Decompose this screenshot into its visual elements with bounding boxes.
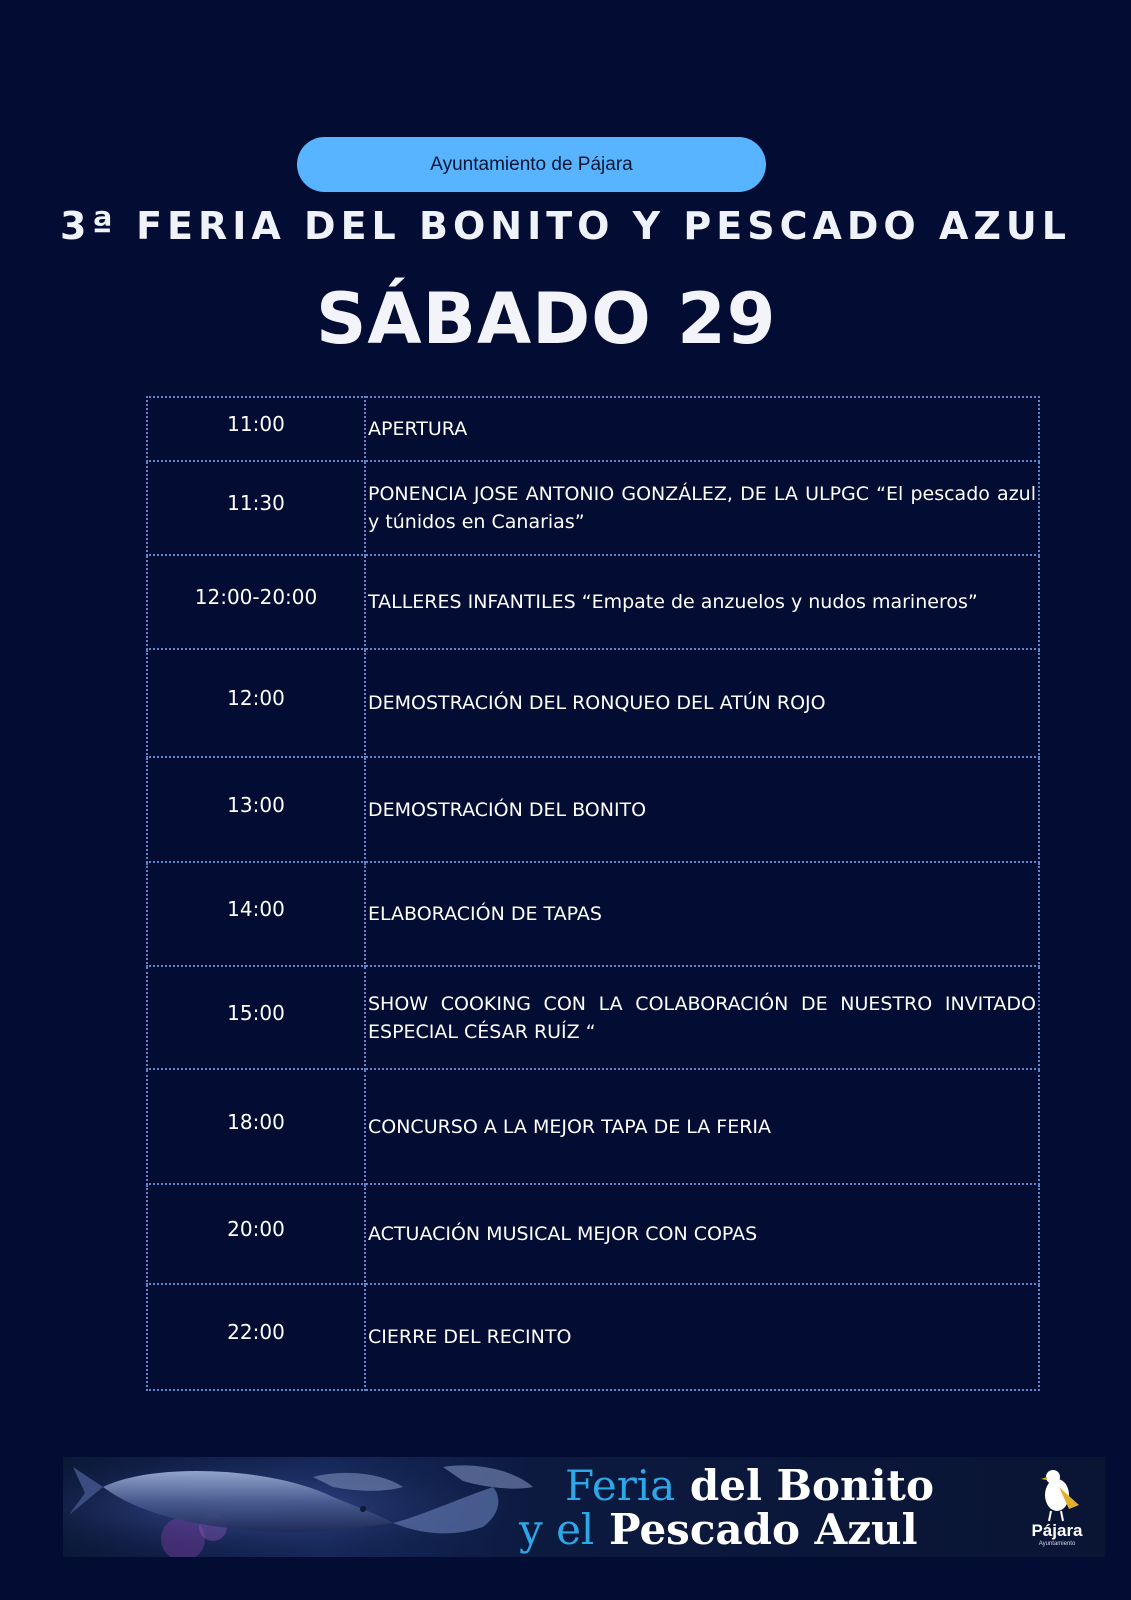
- event-banner: [63, 1457, 1105, 1557]
- table-row: [147, 397, 1039, 461]
- fish-artwork-icon: [63, 1457, 583, 1557]
- banner-accent-1: Feria: [565, 1461, 676, 1510]
- table-row: [147, 757, 1039, 862]
- banner-title-line2: [519, 1507, 918, 1553]
- banner-accent-2: y el: [519, 1505, 595, 1554]
- pajara-logo: [1007, 1465, 1105, 1553]
- table-row: [147, 649, 1039, 757]
- banner-rest-2: Pescado Azul: [594, 1505, 918, 1554]
- table-row: [147, 461, 1039, 555]
- event-title: 3ª FERIA DEL BONITO Y PESCADO AZUL: [60, 204, 1071, 248]
- table-row: [147, 1284, 1039, 1390]
- banner-rest-1: del Bonito: [675, 1461, 934, 1510]
- time-cell: 15:00: [147, 966, 365, 1069]
- activity-cell: ELABORACIÓN DE TAPAS: [365, 862, 1039, 966]
- table-row: [147, 862, 1039, 966]
- table-row: [147, 1184, 1039, 1284]
- time-cell: 11:00: [147, 397, 365, 461]
- day-title: SÁBADO 29: [316, 278, 777, 360]
- activity-cell: DEMOSTRACIÓN DEL BONITO: [365, 757, 1039, 862]
- activity-cell: TALLERES INFANTILES “Empate de anzuelos y nudos marineros”: [365, 555, 1039, 649]
- table-row: [147, 1069, 1039, 1184]
- activity-cell: APERTURA: [365, 397, 1039, 461]
- activity-cell: CONCURSO A LA MEJOR TAPA DE LA FERIA: [365, 1069, 1039, 1184]
- activity-cell: PONENCIA JOSE ANTONIO GONZÁLEZ, DE LA ULPGC “El pescado azul y túnidos en Canarias”: [365, 461, 1039, 555]
- logo-text: Pájara: [1031, 1521, 1083, 1540]
- bird-logo-icon: [1007, 1465, 1105, 1525]
- time-cell: 22:00: [147, 1284, 365, 1390]
- time-cell: 12:00-20:00: [147, 555, 365, 649]
- time-cell: 14:00: [147, 862, 365, 966]
- activity-cell: SHOW COOKING CON LA COLABORACIÓN DE NUESTRO INVITADO ESPECIAL CÉSAR RUÍZ “: [365, 966, 1039, 1069]
- banner-title-line1: [565, 1463, 934, 1509]
- table-row: [147, 966, 1039, 1069]
- time-cell: 11:30: [147, 461, 365, 555]
- activity-cell: DEMOSTRACIÓN DEL RONQUEO DEL ATÚN ROJO: [365, 649, 1039, 757]
- organizer-label: Ayuntamiento de Pájara: [430, 153, 633, 175]
- table-row: [147, 555, 1039, 649]
- time-cell: 12:00: [147, 649, 365, 757]
- activity-cell: CIERRE DEL RECINTO: [365, 1284, 1039, 1390]
- activity-cell: ACTUACIÓN MUSICAL MEJOR CON COPAS: [365, 1184, 1039, 1284]
- time-cell: 20:00: [147, 1184, 365, 1284]
- logo-subtext: Ayuntamiento: [1038, 1541, 1076, 1547]
- time-cell: 18:00: [147, 1069, 365, 1184]
- organizer-pill: [297, 137, 766, 192]
- schedule-table: [146, 396, 1040, 1391]
- time-cell: 13:00: [147, 757, 365, 862]
